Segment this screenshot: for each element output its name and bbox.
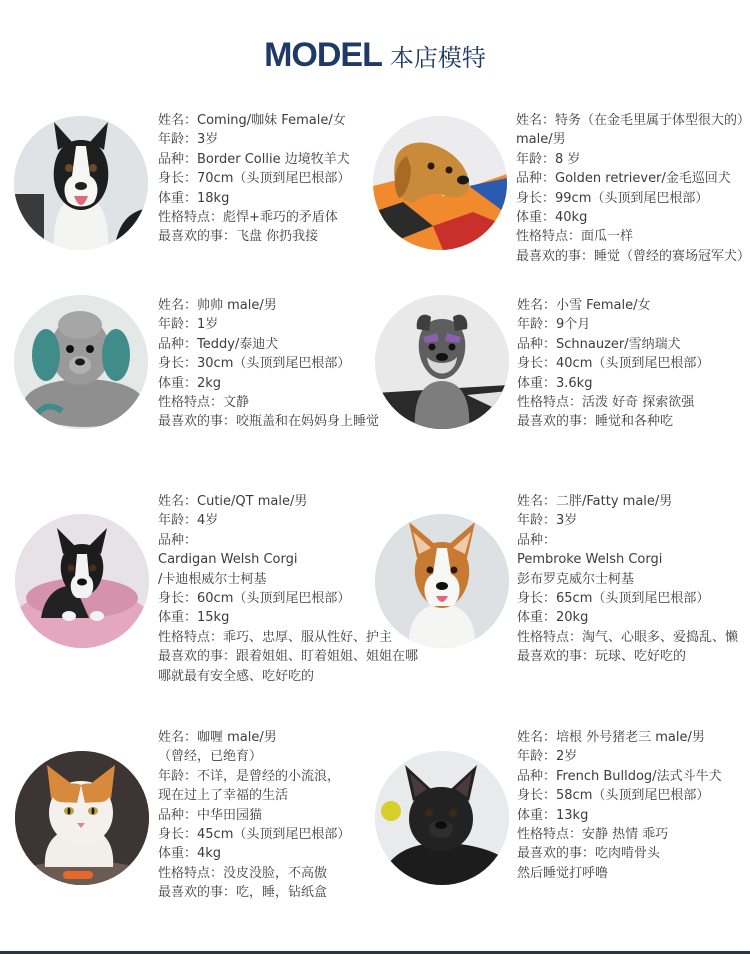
model-favorite: 最喜欢的事：跟着姐姐、盯着姐姐、姐姐在哪 [158,649,419,665]
model-breed-chinese: /卡迪根威尔士柯基 [158,571,267,587]
model-weight: 体重：18kg [158,190,230,206]
french-bulldog-illustration [375,751,509,885]
model-favorite: 最喜欢的事：吃肉啃骨头 [517,846,661,862]
model-length: 身长：40cm（头顶到尾巴根部） [517,356,710,372]
model-info-cat [158,728,350,903]
model-note: （曾经，已绝育） [158,749,263,765]
model-info-french-bulldog [517,728,722,883]
model-favorite: 最喜欢的事：玩球、吃好吃的 [517,649,687,665]
cardigan-corgi-illustration [15,514,149,648]
model-info-border-collie [158,111,350,247]
model-sex: male/男 [516,132,566,148]
model-personality: 性格特点：没皮没脸，不高傲 [158,865,328,881]
border-collie-illustration [14,116,148,250]
model-breed: 品种：中华田园猫 [158,807,263,823]
model-length: 身长：70cm（头顶到尾巴根部） [158,171,351,187]
model-weight: 体重：2kg [158,375,222,391]
model-weight: 体重：3.6kg [517,375,593,391]
golden-retriever-illustration [373,116,507,250]
model-favorite: 最喜欢的事：吃，睡，钻纸盒 [158,885,328,901]
model-breed: 品种： [158,532,198,548]
model-age: 年龄：3岁 [158,132,219,148]
model-breed: 品种：French Bulldog/法式斗牛犬 [517,768,722,784]
model-weight: 体重：20kg [517,610,589,626]
model-favorite: 最喜欢的事：飞盘 你扔我接 [158,229,319,245]
photo-french-bulldog [375,751,509,885]
photo-cardigan-corgi [15,514,149,648]
model-weight: 体重：4kg [158,846,222,862]
model-info-teddy [158,296,379,432]
schnauzer-illustration [375,295,509,429]
page-title-english: MODEL [264,36,382,74]
model-info-schnauzer [517,296,709,432]
model-age: 年龄：4岁 [158,513,219,529]
model-breed-chinese: 彭布罗克威尔士柯基 [517,571,635,587]
teddy-illustration [14,295,148,429]
model-name: 姓名：咖喱 male/男 [158,730,277,745]
model-name: 姓名：帅帅 male/男 [158,298,277,313]
model-info-pembroke-corgi [517,492,738,667]
model-favorite: 最喜欢的事：咬瓶盖和在妈妈身上睡觉 [158,414,380,430]
page-title-chinese: 本店模特 [389,44,486,72]
photo-pembroke-corgi [375,514,509,648]
model-weight: 体重：15kg [158,610,230,626]
pembroke-corgi-illustration [375,514,509,648]
model-favorite: 最喜欢的事：睡觉和各种吃 [517,414,674,430]
model-age: 年龄：1岁 [158,317,219,333]
model-personality: 性格特点：安静 热情 乖巧 [517,827,669,843]
model-breed-english: Cardigan Welsh Corgi [158,552,298,568]
model-length: 身长：30cm（头顶到尾巴根部） [158,356,351,372]
model-personality: 性格特点：乖巧、忠厚、服从性好、护主 [158,629,393,645]
model-breed: 品种：Border Collie 边境牧羊犬 [158,151,350,167]
photo-golden-retriever [373,116,507,250]
model-info-golden-retriever [516,111,750,266]
model-name: 姓名：二胖/Fatty male/男 [517,494,673,509]
model-weight: 体重：40kg [516,210,588,226]
model-weight: 体重：13kg [517,807,589,823]
model-name: 姓名：Cutie/QT male/男 [158,494,308,509]
model-personality: 性格特点：彪悍+乖巧的矛盾体 [158,210,338,226]
model-length: 身长：65cm（头顶到尾巴根部） [517,591,710,607]
model-personality: 性格特点：文静 [158,395,250,411]
model-age: 年龄：8 岁 [516,151,581,167]
model-breed: 品种：Schnauzer/雪纳瑞犬 [517,336,681,352]
model-personality: 性格特点：活泼 好奇 探索欲强 [517,395,695,411]
photo-teddy [14,295,148,429]
photo-schnauzer [375,295,509,429]
model-breed: 品种：Teddy/泰迪犬 [158,336,279,352]
model-name: 姓名：培根 外号猪老三 male/男 [517,730,705,745]
model-length: 身长：45cm（头顶到尾巴根部） [158,827,351,843]
model-length: 身长：99cm（头顶到尾巴根部） [516,190,709,206]
model-age: 年龄：9个月 [517,317,591,333]
model-favorite-continued: 然后睡觉打呼噜 [517,865,609,881]
photo-cat [15,751,149,885]
model-favorite: 最喜欢的事：睡觉（曾经的赛场冠军犬） [516,248,750,264]
model-name: 姓名：Coming/咖妹 Female/女 [158,113,346,128]
model-name: 姓名：小雪 Female/女 [517,298,651,313]
model-breed: 品种： [517,532,557,548]
model-age: 年龄：不详，是曾经的小流浪， [158,768,341,784]
model-name: 姓名：特务（在金毛里属于体型很大的） [516,113,750,128]
model-favorite-continued: 哪就最有安全感、吃好吃的 [158,668,315,684]
model-personality: 性格特点：面瓜一样 [516,229,634,245]
photo-border-collie [14,116,148,250]
page-title [0,36,750,75]
model-age-continued: 现在过上了幸福的生活 [158,788,289,804]
model-age: 年龄：2岁 [517,749,578,765]
model-length: 身长：58cm（头顶到尾巴根部） [517,788,710,804]
model-length: 身长：60cm（头顶到尾巴根部） [158,591,351,607]
model-personality: 性格特点：淘气、心眼多、爱捣乱、懒 [517,629,739,645]
model-breed-english: Pembroke Welsh Corgi [517,552,663,568]
model-breed: 品种：Golden retriever/金毛巡回犬 [516,171,731,187]
cat-illustration [15,751,149,885]
model-age: 年龄：3岁 [517,513,578,529]
